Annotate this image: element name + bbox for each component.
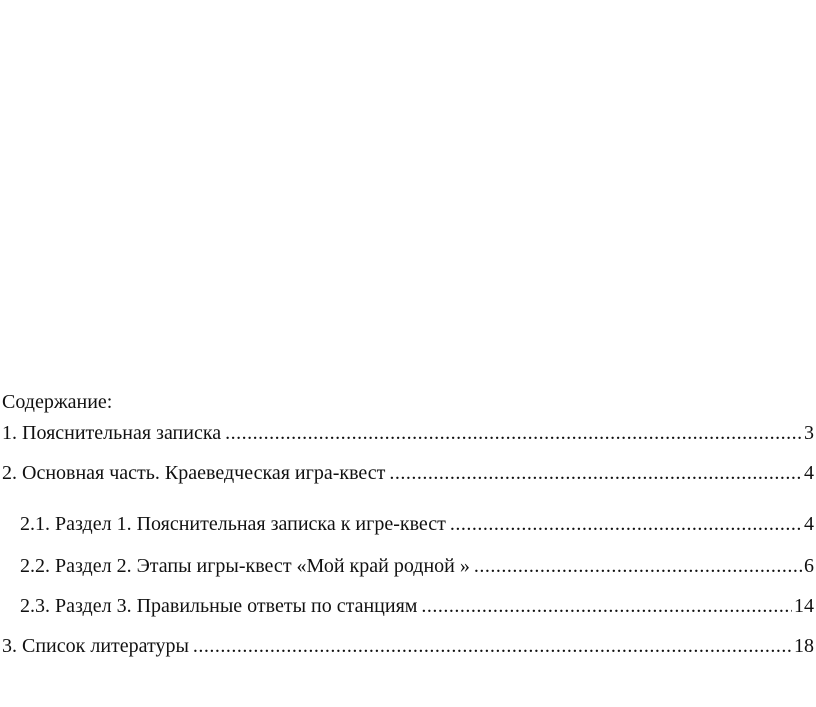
toc-entry-section-3 bbox=[20, 593, 814, 619]
toc-entry-section-1 bbox=[20, 511, 814, 537]
toc-dot-leader bbox=[450, 511, 802, 537]
toc-entry-label: 2. Основная часть. Краеведческая игра-квест bbox=[2, 462, 386, 484]
toc-dot-leader bbox=[421, 593, 792, 619]
toc-entry-main-part bbox=[2, 460, 814, 486]
toc-entry-label: 3. Список литературы bbox=[2, 635, 189, 657]
toc-page-number: 4 bbox=[804, 462, 814, 484]
toc-dot-leader bbox=[225, 420, 802, 446]
toc-entry-section-2 bbox=[20, 553, 814, 579]
toc-entry-label: 2.2. Раздел 2. Этапы игры-квест «Мой край родной » bbox=[20, 555, 470, 577]
toc-dot-leader bbox=[193, 633, 792, 659]
toc-entry-explanatory-note bbox=[2, 420, 814, 446]
toc-page-number: 6 bbox=[804, 555, 814, 577]
toc-entry-label: 2.1. Раздел 1. Пояснительная записка к игре-квест bbox=[20, 513, 446, 535]
toc-page-number: 14 bbox=[794, 595, 814, 617]
toc-entry-references bbox=[2, 633, 814, 659]
toc-title: Содержание: bbox=[2, 391, 113, 413]
toc-entry-label: 2.3. Раздел 3. Правильные ответы по станциям bbox=[20, 595, 418, 617]
toc-dot-leader bbox=[474, 553, 802, 579]
toc-dot-leader bbox=[389, 460, 802, 486]
toc-entry-label: 1. Пояснительная записка bbox=[2, 422, 222, 444]
toc-page-number: 3 bbox=[804, 422, 814, 444]
toc-page-number: 18 bbox=[794, 635, 814, 657]
toc-page-number: 4 bbox=[804, 513, 814, 535]
